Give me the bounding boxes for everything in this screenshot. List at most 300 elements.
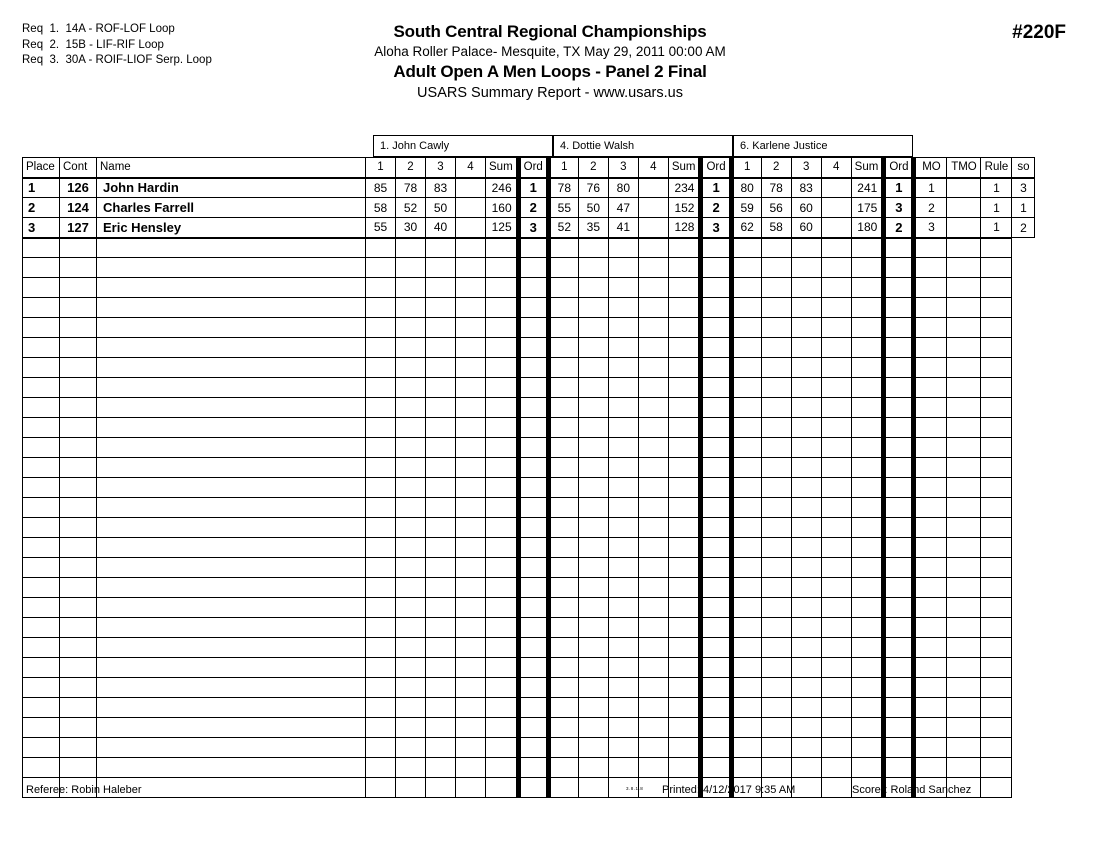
cell-empty: [731, 698, 761, 718]
cell-empty: [821, 358, 851, 378]
col-header-name: Name: [97, 158, 366, 178]
judge-panel-2: 4. Dottie Walsh: [553, 135, 733, 157]
table-row-empty: [23, 478, 1035, 498]
cell-empty: [914, 758, 947, 778]
cell-empty: [578, 398, 608, 418]
cell-empty: [731, 438, 761, 458]
cell-empty: [638, 238, 668, 258]
cell-judge3-score3: 60: [791, 218, 821, 238]
cell-empty: [366, 618, 396, 638]
col-header-j2-ord: Ord: [701, 158, 731, 178]
cell-empty: [851, 398, 884, 418]
cell-empty: [791, 578, 821, 598]
col-header-j3-score4: 4: [821, 158, 851, 178]
cell-empty: [821, 658, 851, 678]
table-body: [23, 178, 1035, 798]
cell-empty: [518, 558, 548, 578]
cell-empty: [638, 338, 668, 358]
cell-empty: [548, 298, 578, 318]
col-header-j1-score2: 2: [396, 158, 426, 178]
cell-empty: [23, 558, 60, 578]
cell-empty: [981, 278, 1012, 298]
cell-judge1-sum: 125: [486, 218, 519, 238]
cell-empty: [396, 778, 426, 798]
cell-empty: [884, 578, 914, 598]
cell-empty: [668, 458, 701, 478]
cell-empty: [851, 278, 884, 298]
cell-empty: [608, 258, 638, 278]
cell-cont: 126: [60, 178, 97, 198]
cell-empty: [821, 578, 851, 598]
cell-empty: [426, 558, 456, 578]
cell-empty: [947, 538, 981, 558]
cell-empty: [761, 438, 791, 458]
cell-empty: [548, 418, 578, 438]
cell-empty: [947, 578, 981, 598]
cell-empty: [638, 658, 668, 678]
cell-so: 1: [1012, 198, 1035, 218]
cell-empty: [731, 318, 761, 338]
cell-empty: [60, 558, 97, 578]
cell-empty: [851, 658, 884, 678]
cell-empty: [23, 378, 60, 398]
cell-empty: [884, 358, 914, 378]
cell-empty: [608, 418, 638, 438]
cell-empty: [23, 398, 60, 418]
cell-empty: [851, 738, 884, 758]
cell-empty: [97, 258, 366, 278]
cell-empty: [791, 558, 821, 578]
cell-empty: [668, 278, 701, 298]
cell-empty: [396, 498, 426, 518]
cell-empty: [486, 658, 519, 678]
cell-empty: [396, 558, 426, 578]
col-header-so: so: [1012, 158, 1035, 178]
cell-empty: [518, 758, 548, 778]
cell-empty: [884, 598, 914, 618]
cell-judge2-ord: 2: [701, 198, 731, 218]
cell-empty: [914, 538, 947, 558]
cell-empty: [947, 498, 981, 518]
cell-empty: [578, 658, 608, 678]
cell-empty: [578, 778, 608, 798]
cell-empty: [638, 718, 668, 738]
cell-empty: [668, 498, 701, 518]
table-row-empty: [23, 298, 1035, 318]
cell-empty: [947, 358, 981, 378]
cell-judge2-ord: 3: [701, 218, 731, 238]
cell-empty: [851, 298, 884, 318]
cell-empty: [366, 518, 396, 538]
cell-empty: [914, 618, 947, 638]
cell-empty: [884, 658, 914, 678]
cell-empty: [60, 678, 97, 698]
cell-empty: [638, 438, 668, 458]
cell-empty: [821, 618, 851, 638]
cell-empty: [426, 518, 456, 538]
cell-empty: [914, 658, 947, 678]
cell-empty: [578, 738, 608, 758]
cell-empty: [548, 518, 578, 538]
cell-empty: [638, 618, 668, 638]
cell-empty: [668, 718, 701, 738]
col-header-j3-sum: Sum: [851, 158, 884, 178]
cell-empty: [608, 358, 638, 378]
cell-empty: [97, 598, 366, 618]
cell-empty: [60, 578, 97, 598]
cell-judge2-score3: 47: [608, 198, 638, 218]
cell-empty: [668, 258, 701, 278]
cell-empty: [456, 558, 486, 578]
event-number: #220F: [1012, 22, 1066, 43]
cell-empty: [914, 698, 947, 718]
col-header-j3-ord: Ord: [884, 158, 914, 178]
cell-empty: [821, 458, 851, 478]
cell-empty: [97, 278, 366, 298]
referee-label: Referee: Robin Haleber: [26, 784, 142, 796]
cell-empty: [981, 538, 1012, 558]
cell-empty: [638, 298, 668, 318]
cell-empty: [426, 498, 456, 518]
cell-empty: [60, 738, 97, 758]
cell-empty: [668, 298, 701, 318]
cell-empty: [981, 658, 1012, 678]
cell-empty: [981, 258, 1012, 278]
cell-empty: [701, 398, 731, 418]
cell-empty: [426, 278, 456, 298]
cell-empty: [884, 318, 914, 338]
cell-empty: [23, 498, 60, 518]
cell-place: 2: [23, 198, 60, 218]
cell-empty: [396, 698, 426, 718]
cell-empty: [426, 578, 456, 598]
col-header-j3-score2: 2: [761, 158, 791, 178]
cell-empty: [701, 598, 731, 618]
cell-empty: [486, 398, 519, 418]
col-header-j1-score1: 1: [366, 158, 396, 178]
cell-empty: [791, 398, 821, 418]
cell-empty: [518, 378, 548, 398]
cell-empty: [701, 638, 731, 658]
cell-empty: [947, 638, 981, 658]
cell-empty: [947, 398, 981, 418]
cell-empty: [518, 478, 548, 498]
cell-empty: [731, 538, 761, 558]
cell-empty: [761, 638, 791, 658]
cell-empty: [608, 758, 638, 778]
cell-empty: [456, 298, 486, 318]
cell-empty: [486, 298, 519, 318]
cell-empty: [947, 518, 981, 538]
cell-empty: [851, 758, 884, 778]
report-subtitle: USARS Summary Report - www.usars.us: [417, 85, 683, 101]
cell-empty: [23, 418, 60, 438]
table-row-empty: [23, 618, 1035, 638]
cell-empty: [981, 518, 1012, 538]
cell-empty: [761, 318, 791, 338]
cell-empty: [60, 458, 97, 478]
cell-judge2-sum: 128: [668, 218, 701, 238]
cell-empty: [396, 318, 426, 338]
cell-empty: [884, 738, 914, 758]
cell-empty: [791, 458, 821, 478]
version-mark: 3.8.1.8: [626, 786, 644, 791]
cell-empty: [731, 578, 761, 598]
cell-empty: [638, 578, 668, 598]
cell-empty: [366, 358, 396, 378]
cell-empty: [97, 718, 366, 738]
cell-empty: [578, 618, 608, 638]
cell-mo: 1: [914, 178, 947, 198]
cell-empty: [23, 278, 60, 298]
cell-empty: [638, 758, 668, 778]
cell-empty: [578, 678, 608, 698]
cell-empty: [426, 438, 456, 458]
cell-empty: [638, 738, 668, 758]
cell-empty: [701, 438, 731, 458]
cell-empty: [456, 518, 486, 538]
cell-judge1-score1: 55: [366, 218, 396, 238]
cell-empty: [701, 258, 731, 278]
cell-empty: [97, 518, 366, 538]
cell-empty: [821, 258, 851, 278]
cell-empty: [914, 298, 947, 318]
cell-empty: [608, 318, 638, 338]
cell-empty: [578, 578, 608, 598]
table-row-empty: [23, 718, 1035, 738]
cell-empty: [456, 778, 486, 798]
cell-empty: [884, 758, 914, 778]
cell-empty: [701, 758, 731, 778]
cell-empty: [486, 438, 519, 458]
cell-empty: [914, 378, 947, 398]
cell-empty: [97, 558, 366, 578]
cell-empty: [23, 578, 60, 598]
cell-mo: 2: [914, 198, 947, 218]
cell-empty: [701, 718, 731, 738]
document-header: [250, 22, 850, 103]
cell-empty: [548, 638, 578, 658]
requirement-item: Req 1. 14A - ROF-LOF Loop: [22, 23, 175, 35]
cell-empty: [761, 478, 791, 498]
cell-empty: [518, 458, 548, 478]
cell-empty: [23, 338, 60, 358]
cell-empty: [821, 678, 851, 698]
cell-judge2-score2: 76: [578, 178, 608, 198]
cell-empty: [608, 278, 638, 298]
cell-empty: [791, 298, 821, 318]
cell-empty: [426, 738, 456, 758]
cell-empty: [981, 678, 1012, 698]
cell-judge1-ord: 3: [518, 218, 548, 238]
cell-empty: [396, 718, 426, 738]
cell-empty: [97, 298, 366, 318]
cell-empty: [884, 398, 914, 418]
cell-empty: [396, 418, 426, 438]
cell-empty: [97, 738, 366, 758]
cell-empty: [791, 378, 821, 398]
cell-empty: [486, 718, 519, 738]
cell-empty: [60, 358, 97, 378]
cell-judge3-ord: 2: [884, 218, 914, 238]
cell-empty: [608, 338, 638, 358]
cell-empty: [731, 498, 761, 518]
cell-empty: [366, 538, 396, 558]
cell-empty: [578, 238, 608, 258]
cell-empty: [426, 258, 456, 278]
cell-empty: [608, 398, 638, 418]
cell-empty: [638, 598, 668, 618]
cell-empty: [638, 518, 668, 538]
cell-empty: [366, 298, 396, 318]
cell-empty: [426, 718, 456, 738]
cell-place: 1: [23, 178, 60, 198]
cell-judge2-score1: 55: [548, 198, 578, 218]
cell-empty: [791, 258, 821, 278]
cell-empty: [608, 638, 638, 658]
cell-empty: [548, 258, 578, 278]
cell-empty: [821, 738, 851, 758]
table-row-empty: [23, 278, 1035, 298]
cell-empty: [947, 438, 981, 458]
cell-empty: [60, 278, 97, 298]
cell-empty: [791, 698, 821, 718]
cell-empty: [731, 278, 761, 298]
cell-empty: [426, 398, 456, 418]
table-row-empty: [23, 638, 1035, 658]
cell-empty: [518, 518, 548, 538]
cell-judge1-score4: [456, 198, 486, 218]
cell-empty: [426, 298, 456, 318]
cell-empty: [548, 778, 578, 798]
cell-empty: [548, 458, 578, 478]
table-row: [23, 178, 1035, 198]
cell-judge1-score3: 40: [426, 218, 456, 238]
col-header-place: Place: [23, 158, 60, 178]
cell-empty: [731, 338, 761, 358]
cell-empty: [97, 358, 366, 378]
cell-empty: [821, 518, 851, 538]
cell-empty: [548, 738, 578, 758]
cell-empty: [914, 238, 947, 258]
cell-empty: [396, 618, 426, 638]
table-row-empty: [23, 458, 1035, 478]
cell-empty: [791, 358, 821, 378]
cell-empty: [60, 238, 97, 258]
table-row-empty: [23, 318, 1035, 338]
cell-empty: [791, 418, 821, 438]
col-header-j1-score3: 3: [426, 158, 456, 178]
cell-empty: [396, 518, 426, 538]
cell-empty: [578, 378, 608, 398]
cell-empty: [821, 438, 851, 458]
cell-empty: [456, 578, 486, 598]
cell-name: Charles Farrell: [97, 198, 366, 218]
cell-empty: [456, 738, 486, 758]
cell-empty: [821, 478, 851, 498]
cell-empty: [608, 238, 638, 258]
cell-empty: [456, 238, 486, 258]
cell-rule: 1: [981, 218, 1012, 238]
cell-judge2-score2: 50: [578, 198, 608, 218]
cell-empty: [578, 698, 608, 718]
cell-empty: [366, 718, 396, 738]
cell-empty: [981, 338, 1012, 358]
cell-empty: [97, 578, 366, 598]
cell-empty: [23, 758, 60, 778]
cell-judge3-score4: [821, 218, 851, 238]
cell-empty: [761, 378, 791, 398]
cell-empty: [548, 398, 578, 418]
cell-empty: [761, 358, 791, 378]
cell-empty: [396, 538, 426, 558]
cell-empty: [851, 318, 884, 338]
cell-tmo: [947, 198, 981, 218]
cell-so: 2: [1012, 218, 1035, 238]
cell-empty: [578, 258, 608, 278]
col-header-cont: Cont: [60, 158, 97, 178]
table-row-empty: [23, 518, 1035, 538]
cell-empty: [731, 658, 761, 678]
cell-empty: [486, 578, 519, 598]
cell-empty: [884, 278, 914, 298]
cell-judge3-score3: 60: [791, 198, 821, 218]
cell-empty: [578, 638, 608, 658]
cell-empty: [981, 438, 1012, 458]
cell-empty: [60, 618, 97, 638]
cell-empty: [486, 638, 519, 658]
cell-empty: [486, 518, 519, 538]
cell-empty: [761, 458, 791, 478]
cell-empty: [884, 558, 914, 578]
cell-place: 3: [23, 218, 60, 238]
cell-empty: [821, 498, 851, 518]
cell-empty: [884, 678, 914, 698]
cell-empty: [791, 618, 821, 638]
col-header-j3-score1: 1: [731, 158, 761, 178]
cell-empty: [791, 278, 821, 298]
cell-empty: [456, 258, 486, 278]
cell-empty: [761, 258, 791, 278]
cell-empty: [548, 478, 578, 498]
cell-empty: [456, 618, 486, 638]
cell-empty: [761, 758, 791, 778]
cell-empty: [821, 318, 851, 338]
cell-empty: [791, 718, 821, 738]
cell-empty: [947, 758, 981, 778]
cell-rule: 1: [981, 198, 1012, 218]
cell-empty: [731, 258, 761, 278]
cell-empty: [60, 298, 97, 318]
cell-empty: [486, 458, 519, 478]
table-row-empty: [23, 418, 1035, 438]
cell-empty: [701, 278, 731, 298]
cell-empty: [821, 538, 851, 558]
cell-empty: [23, 238, 60, 258]
cell-empty: [366, 678, 396, 698]
cell-empty: [23, 638, 60, 658]
cell-empty: [791, 478, 821, 498]
cell-empty: [731, 238, 761, 258]
cell-empty: [396, 338, 426, 358]
cell-judge3-score1: 80: [731, 178, 761, 198]
cell-empty: [548, 438, 578, 458]
cell-empty: [456, 318, 486, 338]
table-row-empty: [23, 358, 1035, 378]
cell-empty: [366, 238, 396, 258]
cell-empty: [884, 478, 914, 498]
cell-empty: [486, 418, 519, 438]
